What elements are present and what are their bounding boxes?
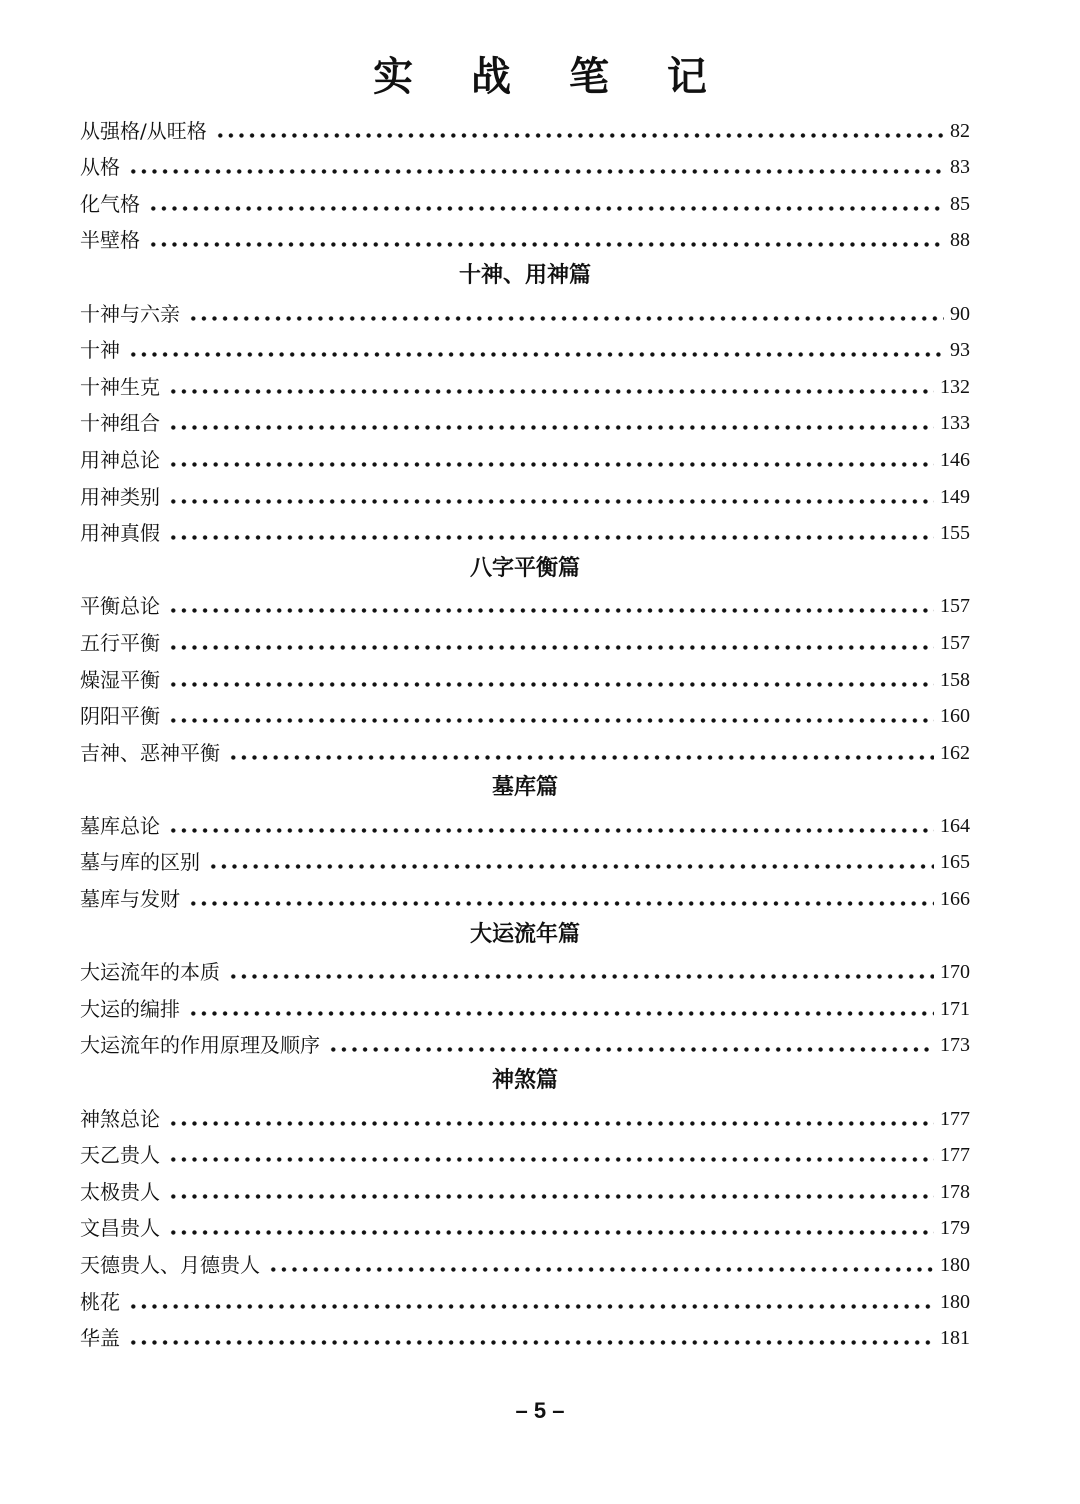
toc-entry xyxy=(80,1315,970,1352)
toc-entry xyxy=(80,802,970,839)
toc-entry-label: 十神组合 xyxy=(80,411,160,436)
toc-entry-page-number: 180 xyxy=(940,1290,970,1313)
toc-entry-label: 墓与库的区别 xyxy=(80,850,200,875)
dot-leader xyxy=(188,316,944,321)
toc-entry-page-number: 177 xyxy=(940,1107,970,1130)
section-heading: 墓库篇 xyxy=(491,775,558,801)
toc-entry xyxy=(80,1205,970,1242)
toc-entry xyxy=(80,1168,970,1205)
toc-entry-label: 化气格 xyxy=(80,191,140,216)
toc-entry-page-number: 166 xyxy=(940,888,970,911)
toc-entry-page-number: 93 xyxy=(950,339,970,362)
dot-leader xyxy=(168,1121,934,1126)
toc-entry-label: 五行平衡 xyxy=(80,630,160,655)
toc-entry-label: 墓库总论 xyxy=(80,813,160,838)
toc-entry-label: 华盖 xyxy=(80,1326,120,1351)
toc-entry-label: 墓库与发财 xyxy=(80,887,180,912)
toc-entry xyxy=(80,1278,970,1315)
toc-entry-label: 用神类别 xyxy=(80,484,160,509)
toc-entry-page-number: 157 xyxy=(940,595,970,618)
toc-entry xyxy=(80,400,970,437)
toc-entry xyxy=(80,693,970,730)
toc-entry-page-number: 181 xyxy=(940,1327,970,1350)
toc-entry xyxy=(80,1095,970,1132)
toc-entry-label: 天德贵人、月德贵人 xyxy=(80,1253,260,1277)
dot-leader xyxy=(168,462,934,467)
toc-entry xyxy=(80,875,970,912)
toc-entry-page-number: 160 xyxy=(940,705,970,728)
dot-leader xyxy=(268,1267,934,1272)
toc-entry xyxy=(80,1022,970,1059)
dot-leader xyxy=(168,499,934,504)
section-heading: 八字平衡篇 xyxy=(469,555,580,581)
dot-leader xyxy=(168,828,934,833)
toc-entry-label: 阴阳平衡 xyxy=(80,704,160,729)
toc-entry-label: 用神总论 xyxy=(80,447,160,472)
toc-entry xyxy=(80,436,970,473)
toc-entry-label: 十神生克 xyxy=(80,374,160,399)
dot-leader xyxy=(168,535,934,540)
toc-entry xyxy=(80,583,970,620)
dot-leader xyxy=(128,1340,934,1345)
toc-entry-page-number: 164 xyxy=(940,814,970,837)
toc-entry xyxy=(80,180,970,217)
toc-entry-page-number: 82 xyxy=(950,119,970,142)
toc-entry-page-number: 155 xyxy=(940,522,970,545)
toc-entry xyxy=(80,839,970,876)
dot-leader xyxy=(168,1194,934,1199)
toc-entry-label: 从格 xyxy=(80,155,120,180)
toc-entry xyxy=(80,217,970,254)
page-number-footer: – 5 – xyxy=(515,1398,565,1423)
dot-leader xyxy=(228,974,934,979)
dot-leader xyxy=(168,645,934,650)
section-heading: 十神、用神篇 xyxy=(458,262,591,288)
toc-entry-page-number: 132 xyxy=(940,375,970,398)
section-heading: 神煞篇 xyxy=(491,1068,558,1094)
dot-leader xyxy=(168,608,934,613)
dot-leader xyxy=(168,682,934,687)
toc-entry-page-number: 179 xyxy=(940,1217,970,1240)
toc-entry xyxy=(80,729,970,766)
dot-leader xyxy=(188,1011,934,1016)
dot-leader xyxy=(208,864,934,869)
toc-entry xyxy=(80,656,970,693)
dot-leader xyxy=(148,242,944,247)
toc-entry-label: 桃花 xyxy=(80,1289,120,1314)
toc-entry-page-number: 165 xyxy=(940,851,970,874)
toc-entry xyxy=(80,1241,970,1278)
toc-entry-page-number: 158 xyxy=(940,668,970,691)
toc-entry-page-number: 133 xyxy=(940,412,970,435)
toc-entry-label: 大运的编排 xyxy=(80,996,180,1021)
dot-leader xyxy=(215,133,944,138)
dot-leader xyxy=(128,169,944,174)
toc-entry-label: 十神 xyxy=(80,338,120,363)
toc-entry-label: 天乙贵人 xyxy=(80,1143,160,1168)
toc-entry xyxy=(80,473,970,510)
toc-entry-page-number: 88 xyxy=(950,229,970,252)
dot-leader xyxy=(228,755,934,760)
toc-entry-label: 十神与六亲 xyxy=(80,301,180,326)
dot-leader xyxy=(168,389,934,394)
toc-entry xyxy=(80,1132,970,1169)
dot-leader xyxy=(168,718,934,723)
toc-entry-label: 从强格/从旺格 xyxy=(80,118,207,143)
toc-entry-page-number: 173 xyxy=(940,1034,970,1057)
toc-entry-page-number: 177 xyxy=(940,1144,970,1167)
toc-entry xyxy=(80,510,970,547)
toc-entry xyxy=(80,363,970,400)
dot-leader xyxy=(328,1047,934,1052)
toc-entry-label: 文昌贵人 xyxy=(80,1216,160,1241)
toc-entry-page-number: 83 xyxy=(950,156,970,179)
dot-leader xyxy=(168,1157,934,1162)
toc-entry-label: 大运流年的作用原理及顺序 xyxy=(80,1033,320,1058)
toc-entry-page-number: 157 xyxy=(940,631,970,654)
toc-entry xyxy=(80,619,970,656)
toc-entry-label: 平衡总论 xyxy=(80,594,160,619)
dot-leader xyxy=(168,425,934,430)
toc-entry-label: 太极贵人 xyxy=(80,1179,160,1204)
toc-entry xyxy=(80,327,970,364)
dot-leader xyxy=(168,1230,934,1235)
toc-entry-page-number: 171 xyxy=(940,997,970,1020)
section-heading: 大运流年篇 xyxy=(469,921,580,947)
page-title: 实 战 笔 记 xyxy=(373,54,729,100)
toc-entry xyxy=(80,290,970,327)
dot-leader xyxy=(148,206,944,211)
toc-entry-label: 吉神、恶神平衡 xyxy=(80,740,220,765)
dot-leader xyxy=(128,352,944,357)
toc-entry-label: 燥湿平衡 xyxy=(80,667,160,692)
dot-leader xyxy=(128,1304,934,1309)
toc-entry-page-number: 162 xyxy=(940,741,970,764)
toc-entry-page-number: 146 xyxy=(940,448,970,471)
table-of-contents xyxy=(80,107,970,1351)
toc-entry-page-number: 85 xyxy=(950,192,970,215)
toc-entry xyxy=(80,144,970,181)
toc-entry-page-number: 178 xyxy=(940,1180,970,1203)
toc-entry xyxy=(80,985,970,1022)
dot-leader xyxy=(188,901,934,906)
toc-entry xyxy=(80,107,970,144)
toc-entry-label: 神煞总论 xyxy=(80,1106,160,1131)
toc-entry-label: 大运流年的本质 xyxy=(80,960,220,985)
toc-entry-page-number: 180 xyxy=(940,1254,970,1276)
toc-entry-page-number: 149 xyxy=(940,485,970,508)
toc-entry-label: 用神真假 xyxy=(80,521,160,546)
toc-entry xyxy=(80,949,970,986)
toc-entry-page-number: 170 xyxy=(940,961,970,984)
toc-entry-page-number: 90 xyxy=(950,302,970,325)
toc-entry-label: 半壁格 xyxy=(80,228,140,253)
